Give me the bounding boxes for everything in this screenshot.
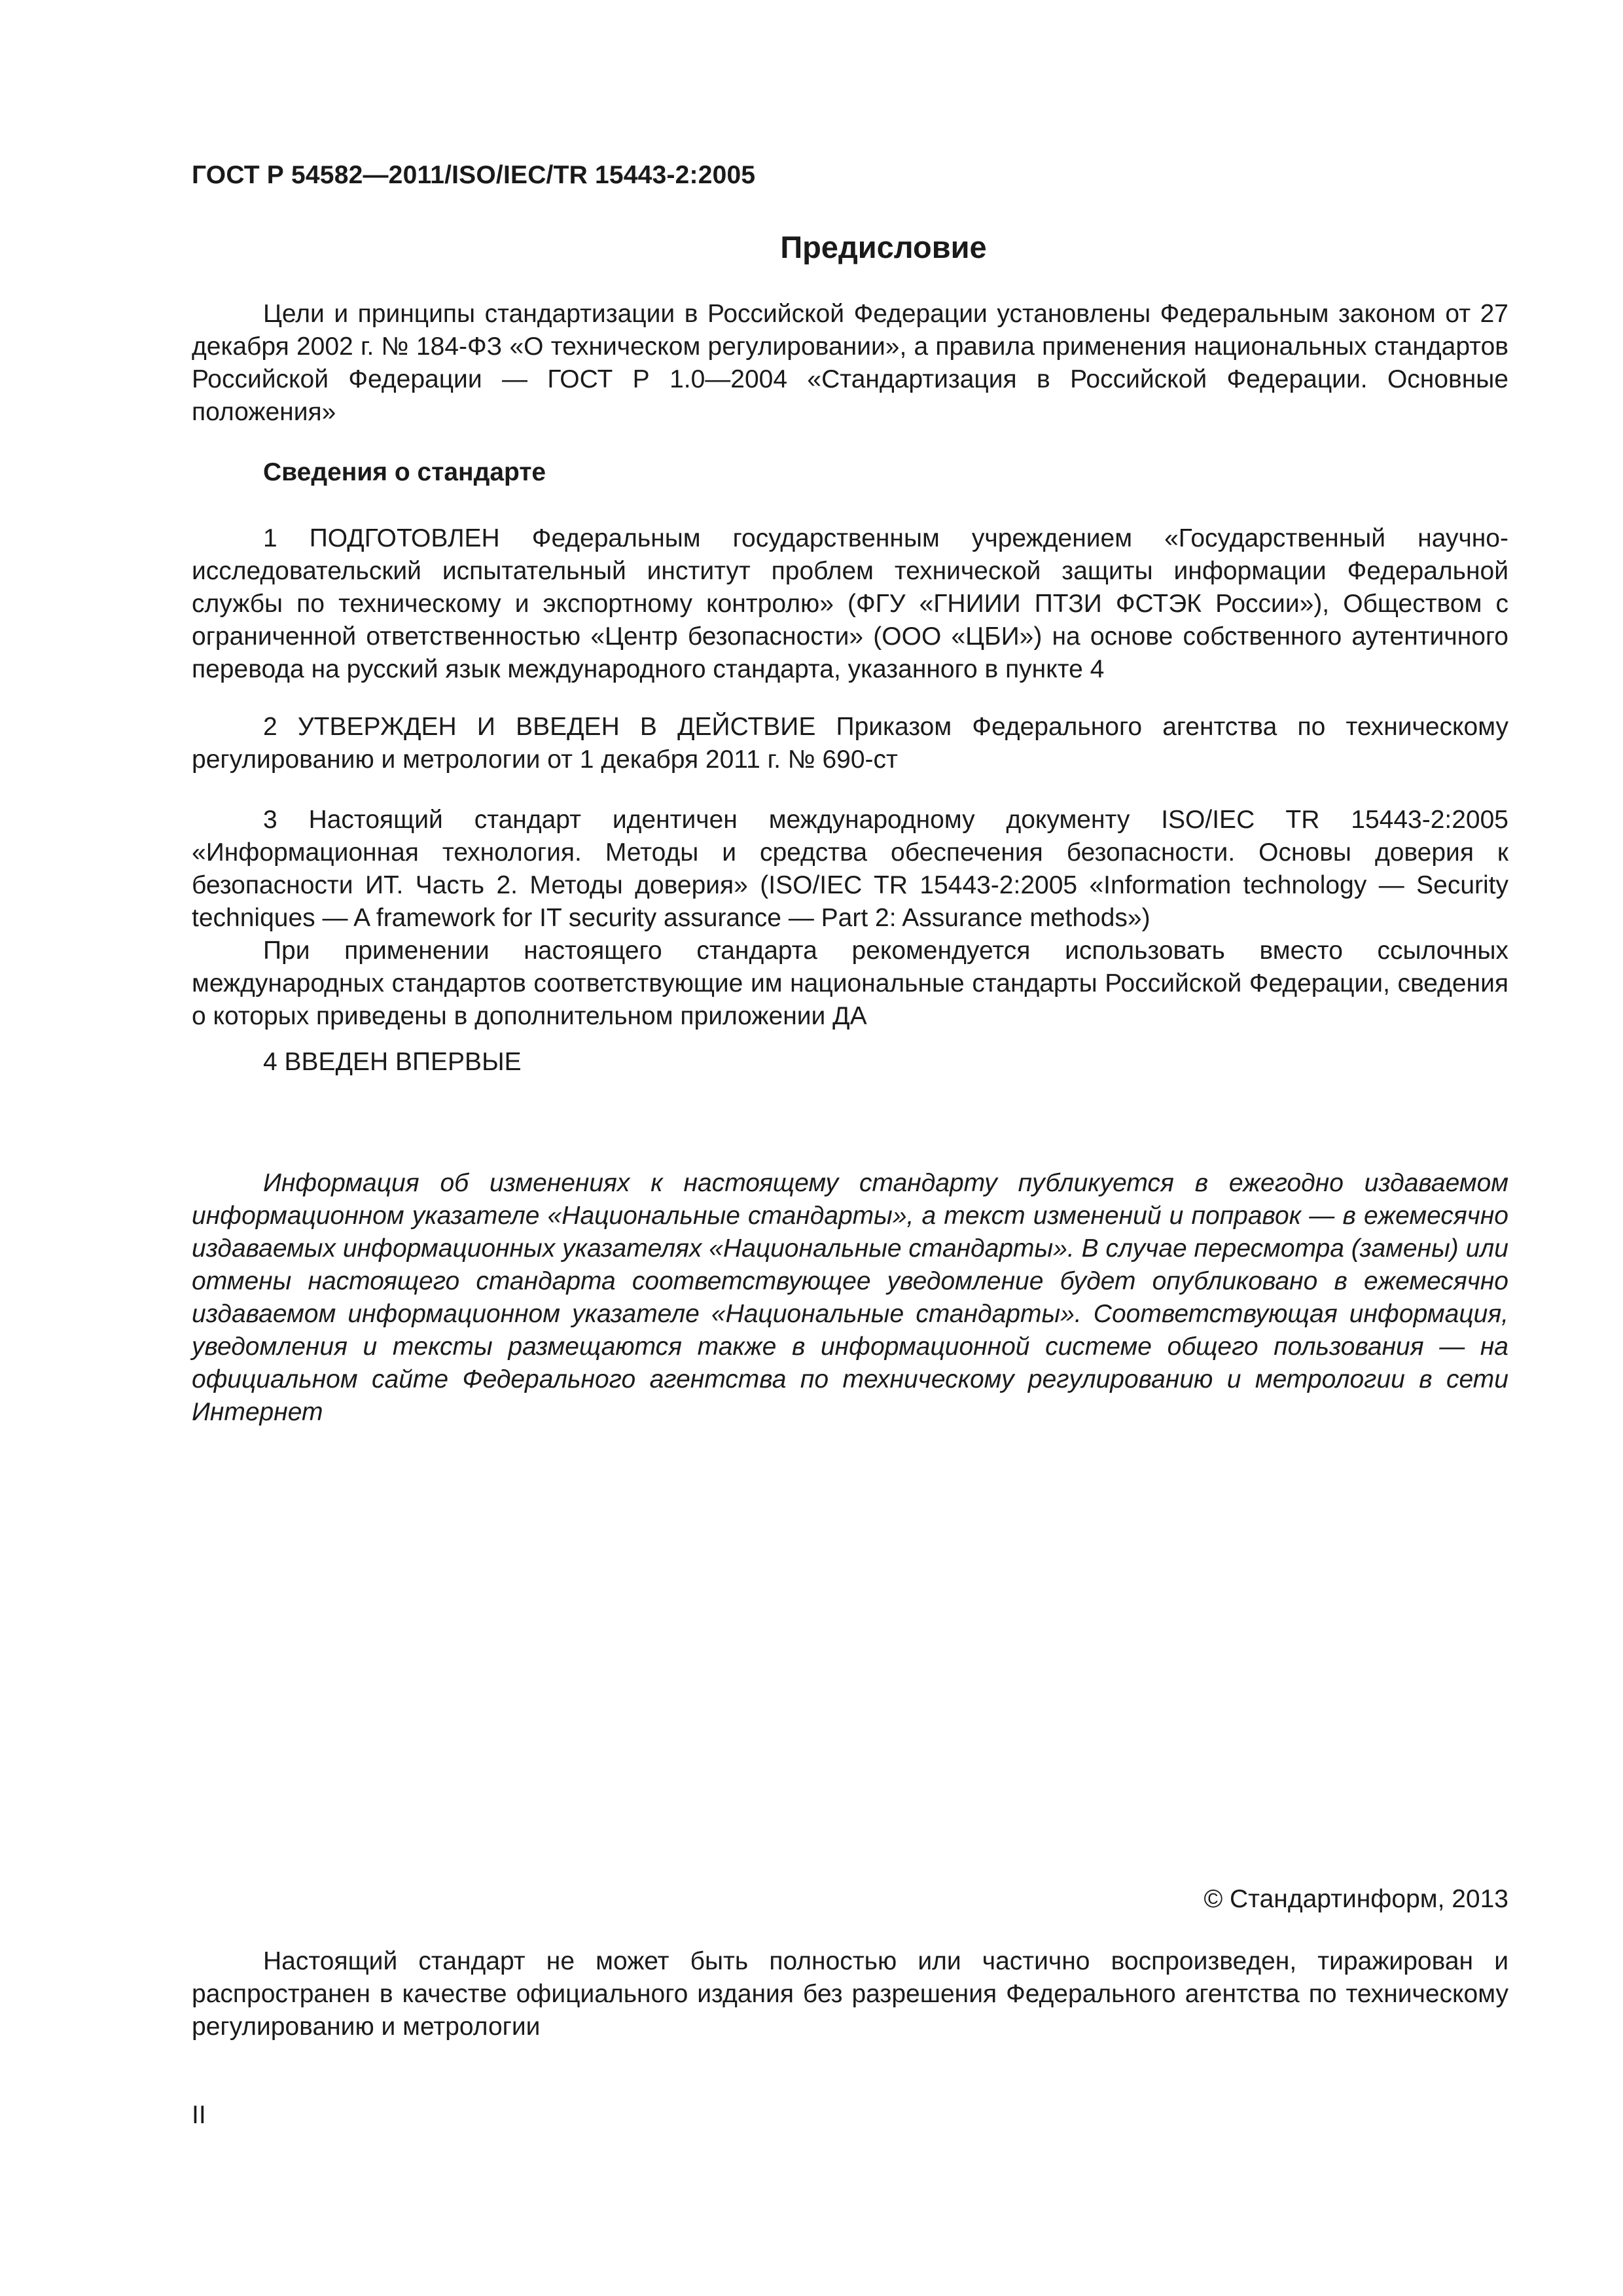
item-3 xyxy=(192,804,1508,1033)
reproduction-notice-text: Настоящий стандарт не может быть полностью или частично воспроизведен, тиражирован и распространен в качестве официального издания без разрешения Федерального агентства по техническому регулированию и метрологии xyxy=(192,1947,1508,2041)
change-info-block xyxy=(192,1167,1508,1429)
item-2-text: 2 УТВЕРЖДЕН И ВВЕДЕН В ДЕЙСТВИЕ Приказом Федерального агентства по техническому регулированию и метрологии от 1 декабря 2011 г. № 690-ст xyxy=(192,713,1508,774)
page-number: II xyxy=(192,2101,206,2129)
item-3-note: При применении настоящего стандарта рекомендуется использовать вместо ссылочных международных стандартов соответствующие им национальные стандарты Российской Федерации, сведения о которых приведены в дополнительном приложении ДА xyxy=(192,937,1508,1030)
item-1-text: 1 ПОДГОТОВЛЕН Федеральным государственным учреждением «Государственный научно-исследовательский испытательный институт проблем технической защиты информации Федеральной службы по техническому и экспортному контролю» (ФГУ «ГНИИИ ПТЗИ ФСТЭК России»), Обществом с ограниченной ответственностью «Центр безопасности» (ООО «ЦБИ») на основе собственного аутентичного перевода на русский язык международного стандарта, указанного в пункте 4 xyxy=(192,524,1508,683)
item-3-text: 3 Настоящий стандарт идентичен международному документу ISO/IEC TR 15443-2:2005 «Информационная технология. Методы и средства обеспечения безопасности. Основы доверия к безопасности ИТ. Часть 2. Методы доверия» (ISO/IEC TR 15443-2:2005 «Information technology — Security techniques — A framework for IT security assurance — Part 2: Assurance methods») xyxy=(192,806,1508,932)
item-2 xyxy=(192,711,1508,776)
intro-paragraph xyxy=(192,298,1508,429)
reproduction-notice xyxy=(192,1945,1508,2043)
copyright-line: © Стандартинформ, 2013 xyxy=(1204,1885,1508,1913)
item-4 xyxy=(192,1046,1508,1079)
document-code: ГОСТ Р 54582—2011/ISO/IEC/TR 15443-2:2005 xyxy=(192,161,756,189)
intro-text: Цели и принципы стандартизации в Российской Федерации установлены Федеральным законом от 27 декабря 2002 г. № 184-ФЗ «О техническом регулировании», а правила применения национальных стандартов Российской Федерации — ГОСТ Р 1.0—2004 «Стандартизация в Российской Федерации. Основные положения» xyxy=(192,300,1508,426)
page-title: Предисловие xyxy=(780,230,987,264)
item-1 xyxy=(192,522,1508,686)
info-heading: Сведения о стандарте xyxy=(263,458,546,486)
change-info-text: Информация об изменениях к настоящему стандарту публикуется в ежегодно издаваемом информационном указателе «Национальные стандарты», а текст изменений и поправок — в ежемесячно издаваемых информационных указателях «Национальные стандарты». В случае пересмотра (замены) или отмены настоящего стандарта соответствующее уведомление будет опубликовано в ежемесячно издаваемом информационном указателе «Национальные стандарты». Соответствующая информация, уведомления и тексты размещаются также в информационной системе общего пользования — на официальном сайте Федерального агентства по техническому регулированию и метрологии в сети Интернет xyxy=(192,1169,1508,1426)
item-4-text: 4 ВВЕДЕН ВПЕРВЫЕ xyxy=(263,1048,522,1076)
